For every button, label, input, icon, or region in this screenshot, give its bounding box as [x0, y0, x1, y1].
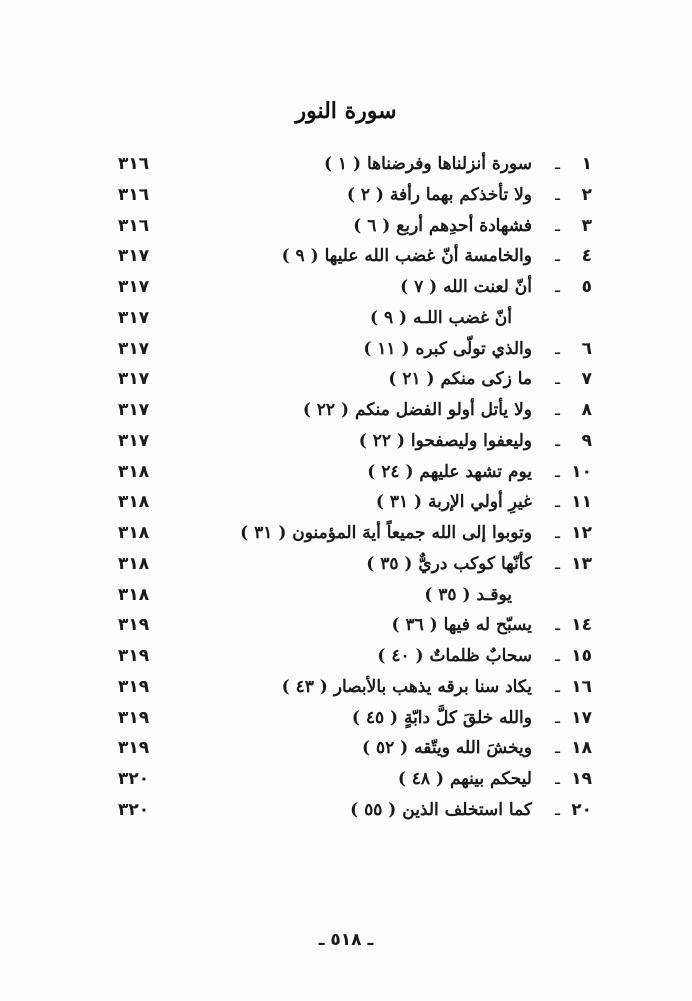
entry-number: ١٠ — [571, 461, 592, 482]
entry-number: ١١ — [571, 492, 592, 513]
entry-page: ٣١٧ — [118, 307, 150, 328]
entry-number: ٢٠ — [571, 799, 592, 820]
entry-page: ٣٢٠ — [118, 799, 150, 820]
index-subentry — [0, 304, 692, 335]
entry-number: ٨ — [581, 400, 592, 420]
index-entry — [0, 550, 692, 581]
entry-dash: ـ — [555, 553, 560, 574]
index-entry — [0, 673, 692, 704]
index-entry — [0, 242, 692, 273]
entry-text: أنّ غضب اللـه ( ٩ ) — [370, 307, 512, 328]
entry-text: غيرِ أولي الإربة ( ٣١ ) — [375, 492, 532, 513]
entry-dash: ـ — [555, 769, 560, 789]
entry-page: ٣١٩ — [118, 676, 150, 697]
entry-dash: ـ — [555, 154, 560, 174]
entry-dash: ـ — [555, 246, 560, 267]
entry-page: ٣٢٠ — [118, 769, 150, 789]
index-entry — [0, 181, 692, 212]
entry-page: ٣١٦ — [118, 215, 150, 236]
entry-number: ١٩ — [571, 769, 592, 789]
entry-page: ٣١٧ — [118, 338, 150, 359]
index-list — [0, 150, 692, 827]
index-entry — [0, 427, 692, 458]
entry-number: ١٨ — [571, 738, 592, 759]
index-entry — [0, 365, 692, 396]
entry-page: ٣١٩ — [118, 707, 150, 728]
entry-page: ٣١٦ — [118, 154, 150, 174]
entry-number: ١٤ — [571, 615, 592, 636]
entry-dash: ـ — [555, 492, 560, 513]
entry-text: سحابٌ ظلماتٌ ( ٤٠ ) — [377, 646, 532, 666]
entry-text: يسبّح له فيها ( ٣٦ ) — [391, 615, 532, 636]
entry-page: ٣١٨ — [118, 584, 150, 605]
entry-page: ٣١٦ — [118, 184, 150, 205]
entry-number: ٣ — [581, 215, 592, 236]
index-entry — [0, 212, 692, 243]
entry-number: ١٢ — [571, 523, 592, 543]
entry-dash: ـ — [555, 738, 560, 759]
entry-number: ٩ — [581, 430, 592, 451]
entry-dash: ـ — [555, 646, 560, 666]
entry-text: ولا تأخذكم بهما رأفة ( ٢ ) — [346, 184, 532, 205]
entry-dash: ـ — [555, 799, 560, 820]
entry-number: ٢ — [581, 184, 592, 205]
entry-dash: ـ — [555, 707, 560, 728]
index-entry — [0, 734, 692, 765]
entry-text: وتوبوا إلى الله جميعاً أيهَ المؤمنون ( ٣١ ) — [240, 523, 532, 543]
entry-text: ما زكى منكم ( ٢١ ) — [388, 369, 532, 390]
entry-dash: ـ — [555, 400, 560, 420]
entry-text: وليعفوا وليصفحوا ( ٢٢ ) — [358, 430, 532, 451]
index-entry — [0, 335, 692, 366]
entry-text: يكاد سنا برقه يذهب بالأبصار ( ٤٣ ) — [281, 676, 532, 697]
entry-text: ويخشَ الله ويتّقه ( ٥٢ ) — [362, 738, 532, 759]
entry-text: سورة أنزلناها وفرضناها ( ١ ) — [323, 154, 532, 174]
entry-number: ١٧ — [571, 707, 592, 728]
entry-text: كما استخلف الذين ( ٥٥ ) — [350, 799, 532, 820]
entry-page: ٣١٧ — [118, 246, 150, 267]
entry-number: ٧ — [581, 369, 592, 390]
index-entry — [0, 611, 692, 642]
entry-text: كأنّها كوكب دريٌّ ( ٣٥ ) — [366, 553, 532, 574]
index-entry — [0, 519, 692, 550]
entry-text: يوقـد ( ٣٥ ) — [424, 584, 512, 605]
entry-page: ٣١٨ — [118, 492, 150, 513]
index-entry — [0, 273, 692, 304]
entry-text: ولا يأتل أولو الفضل منكم ( ٢٢ ) — [302, 400, 532, 420]
entry-text: يوم تشهد عليهم ( ٢٤ ) — [367, 461, 532, 482]
entry-number: ٦ — [581, 338, 592, 359]
entry-text: ليحكم بينهم ( ٤٨ ) — [397, 769, 532, 789]
entry-dash: ـ — [555, 338, 560, 359]
entry-page: ٣١٧ — [118, 400, 150, 420]
entry-dash: ـ — [555, 676, 560, 697]
entry-page: ٣١٩ — [118, 646, 150, 666]
page-number-footer: ـ ٥١٨ ـ — [318, 930, 374, 950]
entry-dash: ـ — [555, 430, 560, 451]
entry-number: ١٣ — [571, 553, 592, 574]
entry-page: ٣١٨ — [118, 553, 150, 574]
entry-page: ٣١٧ — [118, 430, 150, 451]
entry-text: والله خلقَ كلَّ دابّةٍ ( ٤٥ ) — [351, 707, 532, 728]
entry-page: ٣١٩ — [118, 738, 150, 759]
entry-number: ١٦ — [571, 676, 592, 697]
entry-number: ٤ — [581, 246, 592, 267]
entry-page: ٣١٩ — [118, 615, 150, 636]
entry-dash: ـ — [555, 523, 560, 543]
entry-text: أنّ لعنت الله ( ٧ ) — [400, 277, 532, 297]
entry-dash: ـ — [555, 369, 560, 390]
index-entry — [0, 765, 692, 796]
entry-dash: ـ — [555, 184, 560, 205]
page-title: سورة النور — [295, 98, 397, 124]
index-entry — [0, 396, 692, 427]
entry-page: ٣١٧ — [118, 369, 150, 390]
index-entry — [0, 642, 692, 673]
index-entry — [0, 458, 692, 489]
index-entry — [0, 488, 692, 519]
index-subentry — [0, 581, 692, 612]
entry-text: والذي تولّى كبره ( ١١ ) — [363, 338, 532, 359]
entry-dash: ـ — [555, 277, 560, 297]
entry-dash: ـ — [555, 461, 560, 482]
entry-text: فشهادة أحدِهم أربع ( ٦ ) — [353, 215, 532, 236]
entry-number: ١٥ — [571, 646, 592, 666]
entry-page: ٣١٨ — [118, 461, 150, 482]
entry-number: ٥ — [581, 277, 592, 297]
entry-dash: ـ — [555, 615, 560, 636]
entry-page: ٣١٧ — [118, 277, 150, 297]
index-entry — [0, 150, 692, 181]
entry-number: ١ — [581, 154, 592, 174]
index-entry — [0, 704, 692, 735]
index-entry — [0, 796, 692, 827]
entry-page: ٣١٨ — [118, 523, 150, 543]
entry-dash: ـ — [555, 215, 560, 236]
entry-text: والخامسة أنّ غضب الله عليها ( ٩ ) — [281, 246, 532, 267]
